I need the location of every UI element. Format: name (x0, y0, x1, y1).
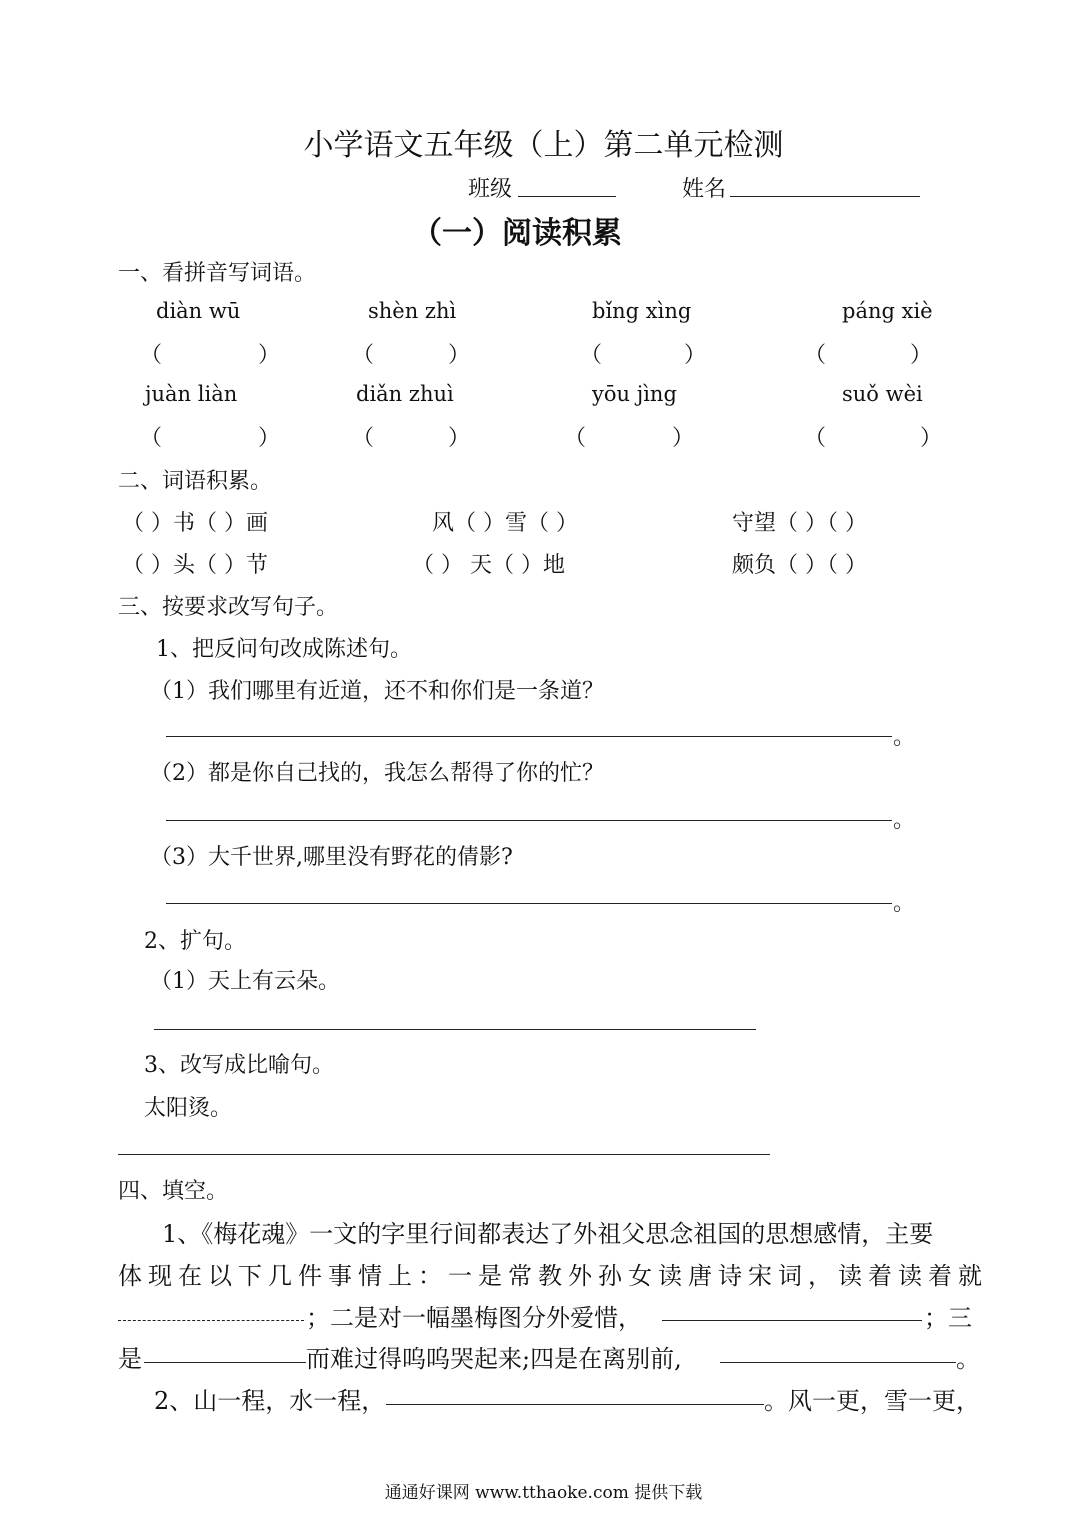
answer-paren-open: （ (580, 343, 603, 368)
q1-heading: 一、看拼音写词语。 (118, 261, 317, 286)
section-title: （一）阅读积累 (412, 216, 622, 251)
answer-paren-close: ） (920, 426, 943, 451)
pinyin: suǒ wèi (842, 382, 923, 406)
q4-text: ；二是对一幅墨梅图分外爱惜， (306, 1304, 642, 1332)
period: 。 (893, 808, 916, 833)
footer-source: 通通好课网 www.tthaoke.com 提供下载 (384, 1483, 703, 1503)
answer-paren-open: （ (564, 426, 587, 451)
pinyin: yōu jìng (592, 382, 677, 406)
answer-line[interactable] (166, 903, 892, 904)
answer-paren-open: （ (352, 343, 375, 368)
fill-blank[interactable] (144, 1362, 306, 1363)
idiom-item: 颇负（ ）（ ） (732, 553, 867, 578)
q3-sub1: 1、把反问句改成陈述句。 (156, 637, 412, 662)
q4-text: 2、山一程，水一程， (154, 1387, 386, 1415)
q4-text: 而难过得呜呜哭起来;四是在离别前, (306, 1345, 682, 1373)
q4-heading: 四、填空。 (118, 1179, 229, 1204)
answer-paren-close: ） (258, 426, 281, 451)
q3-sub2: 2、扩句。 (144, 929, 246, 954)
answer-paren-open: （ (804, 343, 827, 368)
idiom-item: （ ）书（ ）画 (122, 511, 268, 536)
q3-heading: 三、按要求改写句子。 (118, 595, 339, 620)
name-label: 姓名 (682, 177, 727, 202)
pinyin: páng xiè (842, 299, 933, 323)
q3-sentence: 太阳烫。 (144, 1096, 233, 1121)
q4-text: 体现在以下几件事情上：一是常教外孙女读唐诗宋词，读着读着就 (118, 1262, 988, 1290)
idiom-item: 风（ ）雪（ ） (432, 511, 578, 536)
q3-sentence: （1）我们哪里有近道，还不和你们是一条道？ (150, 679, 604, 704)
answer-paren-open: （ (352, 426, 375, 451)
fill-blank[interactable] (386, 1404, 764, 1405)
answer-line[interactable] (118, 1154, 770, 1155)
idiom-item: （ ）头（ ）节 (122, 553, 268, 578)
fill-blank[interactable] (662, 1320, 922, 1321)
q4-text: 。 (956, 1345, 980, 1373)
answer-paren-close: ） (448, 343, 471, 368)
idiom-item: 守望（ ）（ ） (732, 511, 867, 536)
answer-paren-open: （ (140, 343, 163, 368)
answer-paren-close: ） (258, 343, 281, 368)
page-title: 小学语文五年级（上）第二单元检测 (303, 128, 784, 163)
answer-line[interactable] (154, 1029, 756, 1030)
q4-text: ；三 (924, 1304, 972, 1332)
answer-paren-close: ） (448, 426, 471, 451)
fill-blank[interactable] (720, 1362, 956, 1363)
answer-line[interactable] (166, 736, 892, 737)
answer-paren-close: ） (684, 343, 707, 368)
idiom-item: （ ） 天（ ）地 (412, 553, 565, 578)
pinyin: juàn liàn (145, 382, 238, 406)
class-label: 班级 (468, 177, 513, 202)
answer-paren-close: ） (672, 426, 695, 451)
pinyin: bǐng xìng (592, 299, 692, 323)
pinyin: diǎn zhuì (356, 382, 454, 406)
class-blank[interactable] (518, 196, 616, 197)
name-blank[interactable] (730, 196, 920, 197)
q3-sub3: 3、改写成比喻句。 (144, 1053, 334, 1078)
answer-paren-open: （ (140, 426, 163, 451)
q3-sentence: （3）大千世界,哪里没有野花的倩影? (150, 845, 513, 870)
answer-line[interactable] (166, 820, 892, 821)
fill-blank[interactable] (118, 1320, 304, 1321)
answer-paren-close: ） (910, 343, 933, 368)
q3-sentence: （1）天上有云朵。 (150, 969, 340, 994)
q4-text: 是 (118, 1345, 142, 1373)
period: 。 (893, 891, 916, 916)
period: 。 (893, 725, 916, 750)
q4-text: 1、《梅花魂》一文的字里行间都表达了外祖父思念祖国的思想感情，主要 (162, 1220, 934, 1248)
q3-sentence: （2）都是你自己找的，我怎么帮得了你的忙？ (150, 761, 604, 786)
pinyin: diàn wū (156, 299, 241, 323)
answer-paren-open: （ (804, 426, 827, 451)
q4-text: 。风一更，雪一更， (764, 1387, 980, 1415)
pinyin: shèn zhì (368, 299, 457, 323)
q2-heading: 二、词语积累。 (118, 469, 273, 494)
